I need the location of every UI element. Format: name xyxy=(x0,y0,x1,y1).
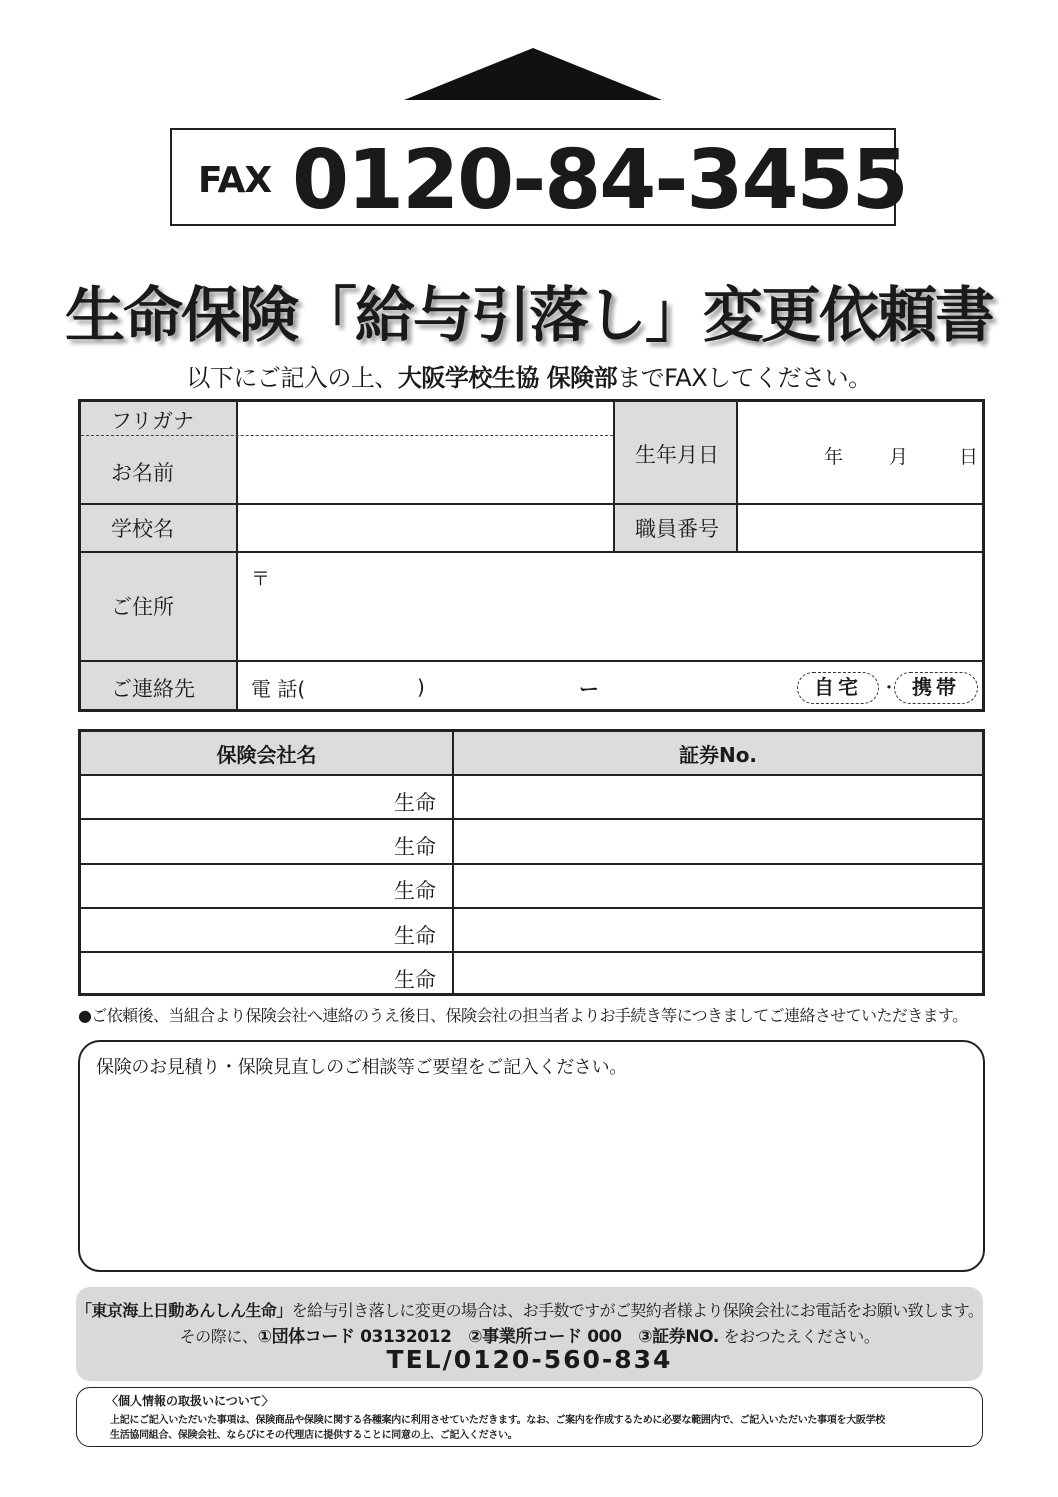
privacy-title: 〈個人情報の取扱いについて〉 xyxy=(106,1394,274,1408)
table-row-suffix: 生命 xyxy=(394,835,436,859)
day-label: 日 xyxy=(959,445,979,468)
fax-label: FAX xyxy=(198,160,272,201)
birthdate-label: 生年月日 xyxy=(635,443,719,467)
year-label: 年 xyxy=(824,445,844,468)
name-label: お名前 xyxy=(111,461,174,485)
policy-number-field-2[interactable] xyxy=(456,820,980,861)
info-line-1: 「東京海上日動あんしん生命」を給与引き落しに変更の場合は、お手数ですがご契約者様より保険会社にお電話をお願い致します。 xyxy=(76,1301,984,1320)
company-field-3[interactable] xyxy=(83,865,383,905)
phone-dash: ー xyxy=(579,676,599,701)
address-label: ご住所 xyxy=(111,595,174,619)
privacy-body-line-2: 生活協同組合、保険会社、ならびにその代理店に提供することに同意の上、ご記入ください。 xyxy=(110,1430,518,1441)
label-column xyxy=(81,402,236,709)
table-row-suffix: 生命 xyxy=(394,879,436,903)
furigana-field[interactable] xyxy=(238,404,612,434)
company-field-4[interactable] xyxy=(83,909,383,949)
option-separator: ・ xyxy=(880,678,898,699)
table-row-suffix: 生命 xyxy=(394,968,436,992)
notice-text: ●ご依頼後、当組合より保険会社へ連絡のうえ後日、保険会社の担当者よりお手続き等につきましてご連絡させていただきます。 xyxy=(78,1006,968,1025)
phone-prefix-field[interactable] xyxy=(441,666,571,706)
address-field[interactable] xyxy=(238,553,982,659)
header-insurance-company: 保険会社名 xyxy=(81,732,452,774)
info-telephone: TEL/0120-560-834 xyxy=(386,1345,673,1374)
policy-number-field-4[interactable] xyxy=(456,909,980,949)
school-field[interactable] xyxy=(238,505,612,550)
phone-label: 電 話( xyxy=(251,676,306,701)
company-field-2[interactable] xyxy=(83,820,383,861)
policy-table xyxy=(78,729,985,996)
phone-number-field[interactable] xyxy=(606,666,786,706)
staff-number-field[interactable] xyxy=(738,505,982,550)
header-policy-number: 証券No. xyxy=(454,732,982,774)
phone-close-paren: ) xyxy=(417,675,425,699)
postal-mark: 〒 xyxy=(251,567,271,590)
school-label: 学校名 xyxy=(111,517,174,541)
table-row-suffix: 生命 xyxy=(394,791,436,815)
name-field[interactable] xyxy=(238,438,612,502)
page-title: 生命保険「給与引落し」変更依頼書 xyxy=(65,281,993,351)
furigana-label: フリガナ xyxy=(111,409,194,433)
staff-number-label: 職員番号 xyxy=(635,517,719,541)
privacy-body-line-1: 上記にご記入いただいた事項は、保険商品や保険に関する各種案内に利用させていただきます。なお、ご案内を作成するために必要な範囲内で、ご記入いただいた事項を大阪学校 xyxy=(110,1415,885,1426)
company-field-1[interactable] xyxy=(83,776,383,816)
birthdate-field[interactable] xyxy=(738,404,982,502)
fax-number: 0120-84-3455 xyxy=(292,133,907,228)
phone-area-code-field[interactable] xyxy=(321,666,411,706)
home-phone-option[interactable]: 自宅 xyxy=(797,672,879,704)
up-arrow-icon xyxy=(404,48,662,100)
subtitle: 以下にご記入の上、大阪学校生協 保険部までFAXしてください。 xyxy=(186,364,872,392)
table-row-suffix: 生命 xyxy=(394,924,436,948)
info-line-2: その際に、①団体コード 03132012 ②事業所コード 000 ③証券NO. をおつたえください。 xyxy=(179,1327,880,1347)
contact-label: ご連絡先 xyxy=(111,677,195,701)
comment-prompt: 保険のお見積り・保険見直しのご相談等ご要望をご記入ください。 xyxy=(96,1057,627,1078)
policy-number-field-5[interactable] xyxy=(456,953,980,993)
policy-number-field-3[interactable] xyxy=(456,865,980,905)
mobile-phone-option[interactable]: 携帯 xyxy=(894,672,978,704)
month-label: 月 xyxy=(889,445,909,468)
company-field-5[interactable] xyxy=(83,953,383,993)
applicant-form xyxy=(78,399,985,712)
policy-number-field-1[interactable] xyxy=(456,776,980,816)
